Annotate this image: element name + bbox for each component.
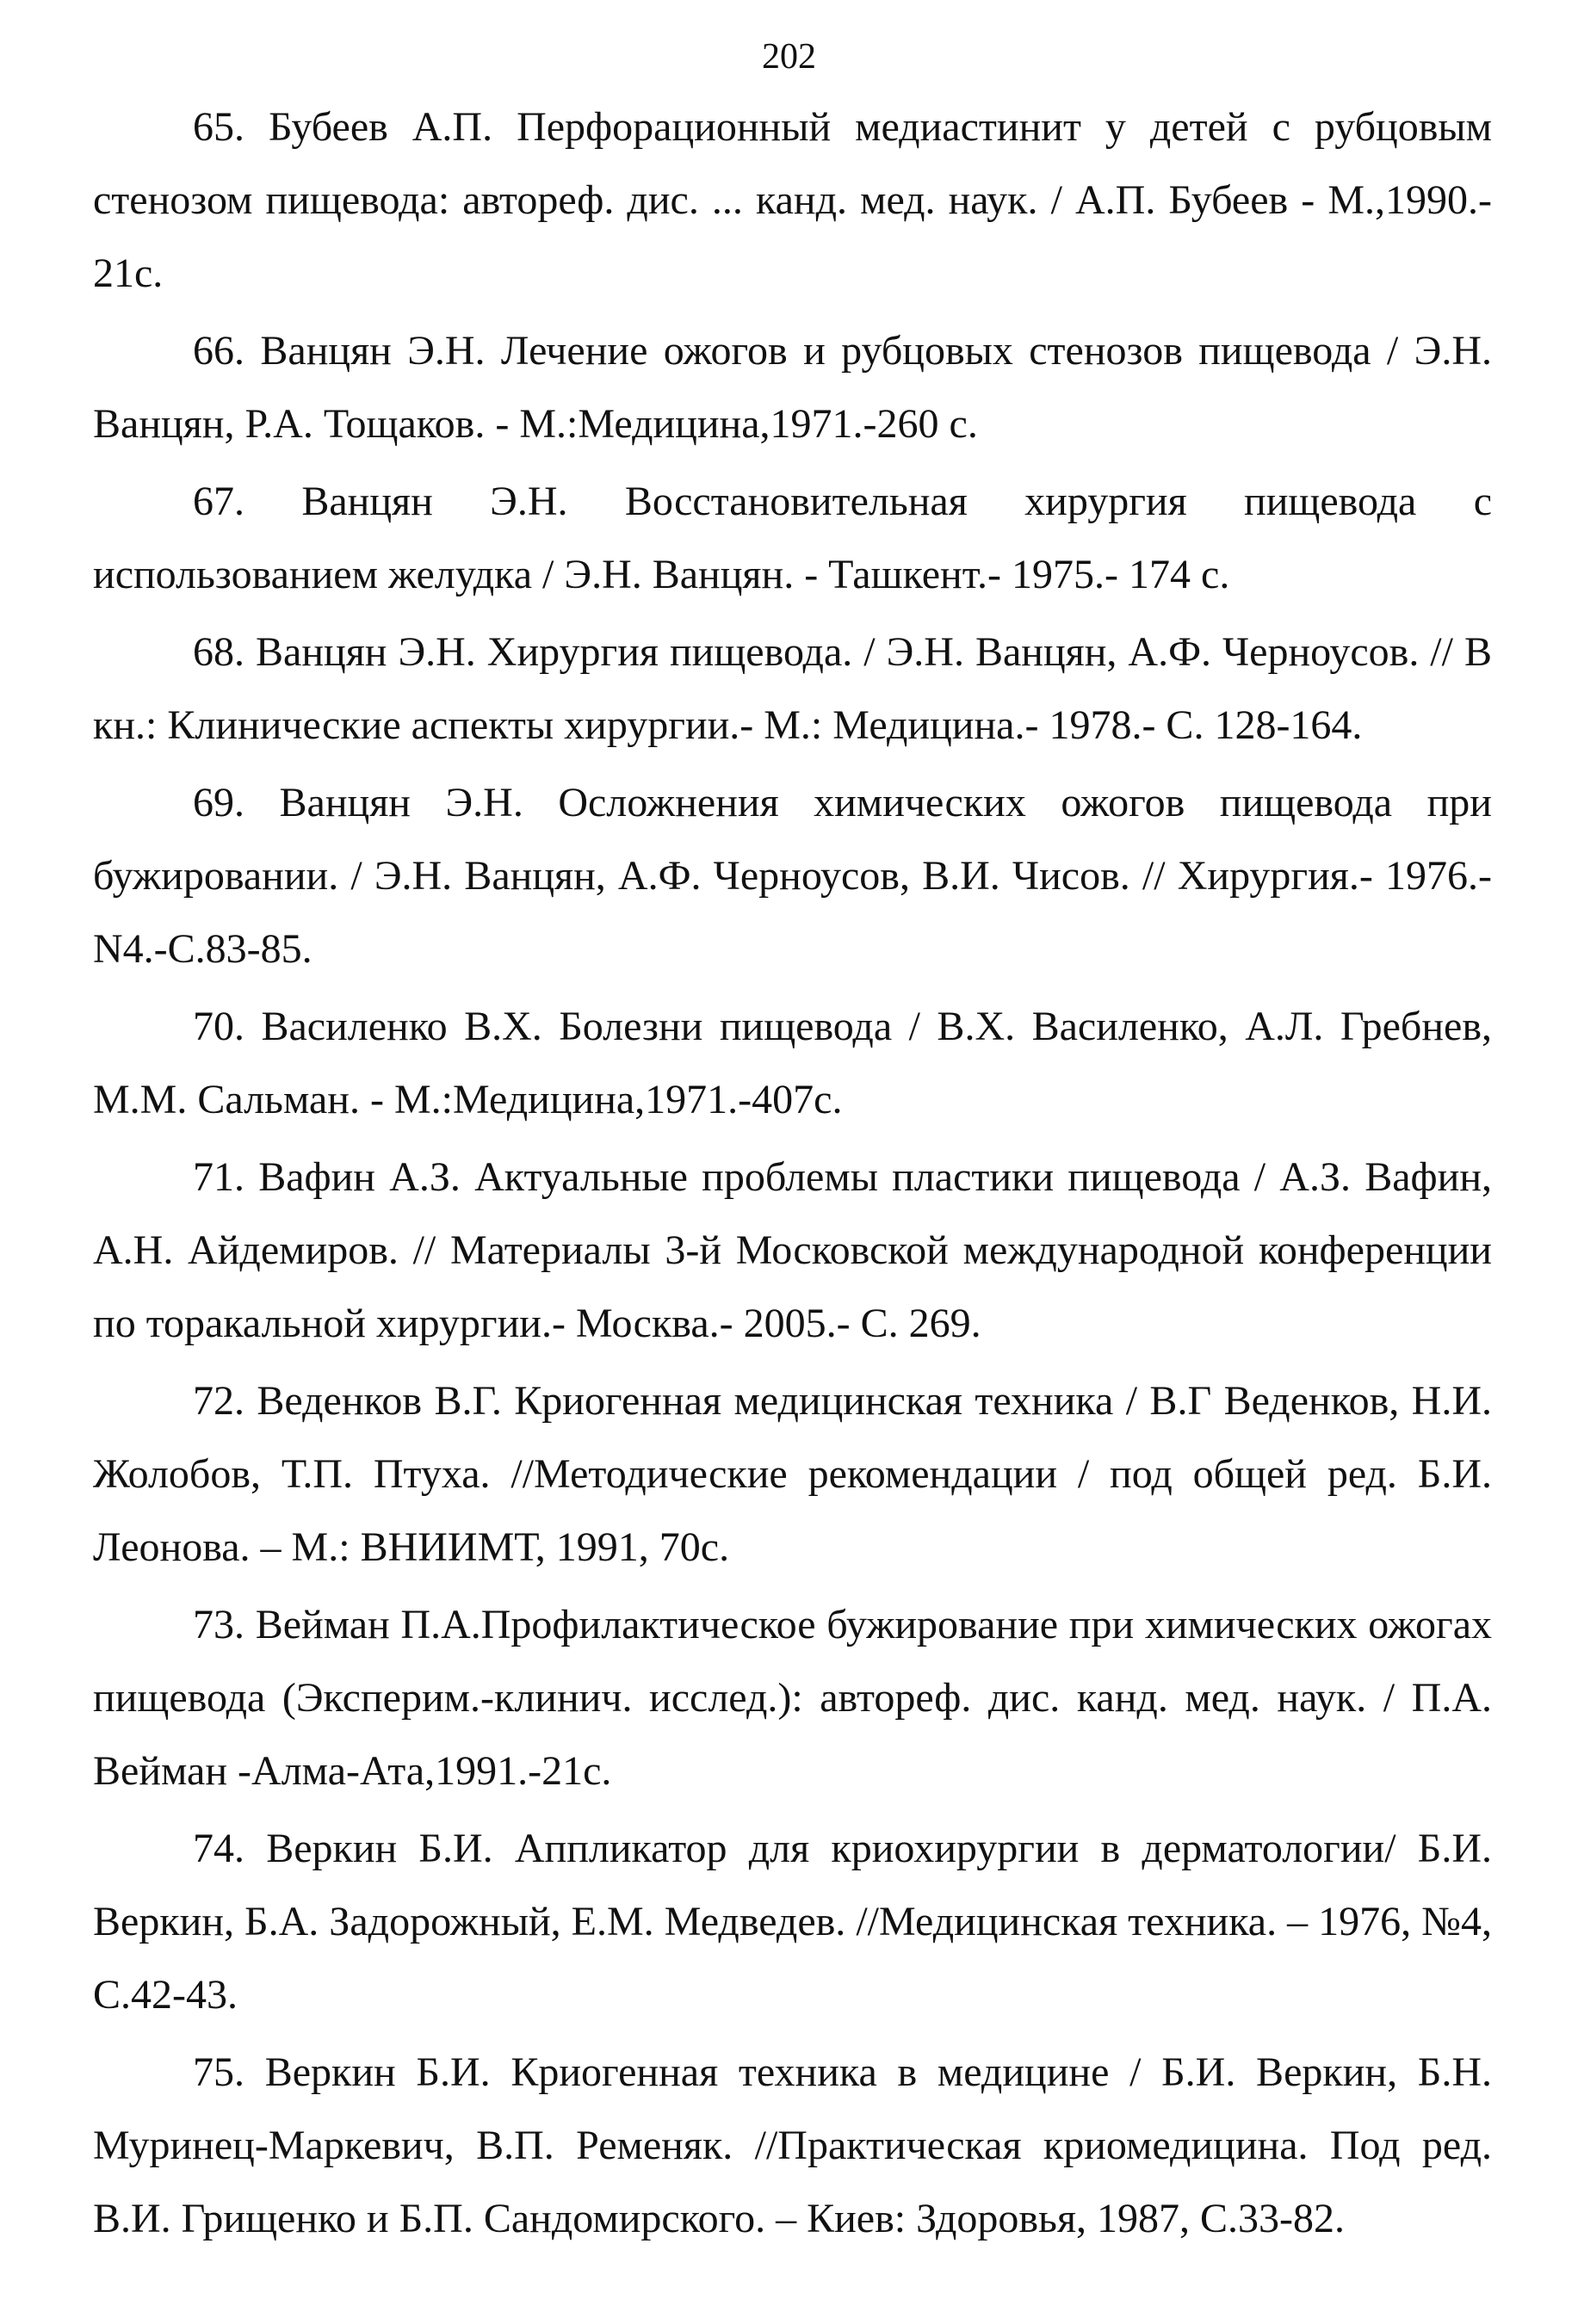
page-number: 202 (762, 37, 816, 77)
reference-entry-66: 66. Ванцян Э.Н. Лечение ожогов и рубцовых стенозов пищевода / Э.Н. Ванцян, Р.А. Тощаков. - М.:Медицина,1971.-260 с. (93, 328, 1492, 447)
reference-entry-69: 69. Ванцян Э.Н. Осложнения химических ожогов пищевода при бужировании. / Э.Н. Ванцян, А.Ф. Черноусов, В.И. Чисов. // Хирургия.- 1976.-N4.-С.83-85. (93, 780, 1492, 972)
reference-entry-67: 67. Ванцян Э.Н. Восстановительная хирургия пищевода с использованием желудка / Э.Н. Ванцян. - Ташкент.- 1975.- 174 с. (93, 479, 1492, 597)
reference-entry-65: 65. Бубеев А.П. Перфорационный медиастинит у детей с рубцовым стенозом пищевода: автореф. дис. ... канд. мед. наук. / А.П. Бубеев - М.,1990.- 21с. (93, 104, 1492, 296)
reference-list (93, 90, 1492, 2259)
reference-entry-70: 70. Василенко В.Х. Болезни пищевода / В.Х. Василенко, А.Л. Гребнев, М.М. Сальман. - М.:Медицина,1971.-407с. (93, 1004, 1492, 1122)
reference-entry-71: 71. Вафин А.З. Актуальные проблемы пластики пищевода / А.З. Вафин, А.Н. Айдемиров. // Материалы 3-й Московской международной конференции по торакальной хирургии.- Москва.- 2005.- С. 269. (93, 1154, 1492, 1346)
reference-entry-73: 73. Вейман П.А.Профилактическое бужирование при химических ожогах пищевода (Эксперим.-клинич. исслед.): автореф. дис. канд. мед. наук. / П.А. Вейман -Алма-Ата,1991.-21с. (93, 1602, 1492, 1794)
reference-entry-75: 75. Веркин Б.И. Криогенная техника в медицине / Б.И. Веркин, Б.Н. Муринец-Маркевич, В.П. Ременяк. //Практическая криомедицина. Под ред. В.И. Грищенко и Б.П. Сандомирского. – Киев: Здоровья, 1987, С.33-82. (93, 2049, 1492, 2241)
reference-entry-68: 68. Ванцян Э.Н. Хирургия пищевода. / Э.Н. Ванцян, А.Ф. Черноусов. // В кн.: Клинические аспекты хирургии.- М.: Медицина.- 1978.- С. 128-164. (93, 629, 1492, 748)
reference-entry-72: 72. Веденков В.Г. Криогенная медицинская техника / В.Г Веденков, Н.И. Жолобов, Т.П. Птуха. //Методические рекомендации / под общей ред. Б.И. Леонова. – М.: ВНИИМТ, 1991, 70с. (93, 1378, 1492, 1570)
reference-entry-74: 74. Веркин Б.И. Аппликатор для криохирургии в дерматологии/ Б.И. Веркин, Б.А. Задорожный, Е.М. Медведев. //Медицинская техника. – 1976, №4, С.42-43. (93, 1826, 1492, 2018)
